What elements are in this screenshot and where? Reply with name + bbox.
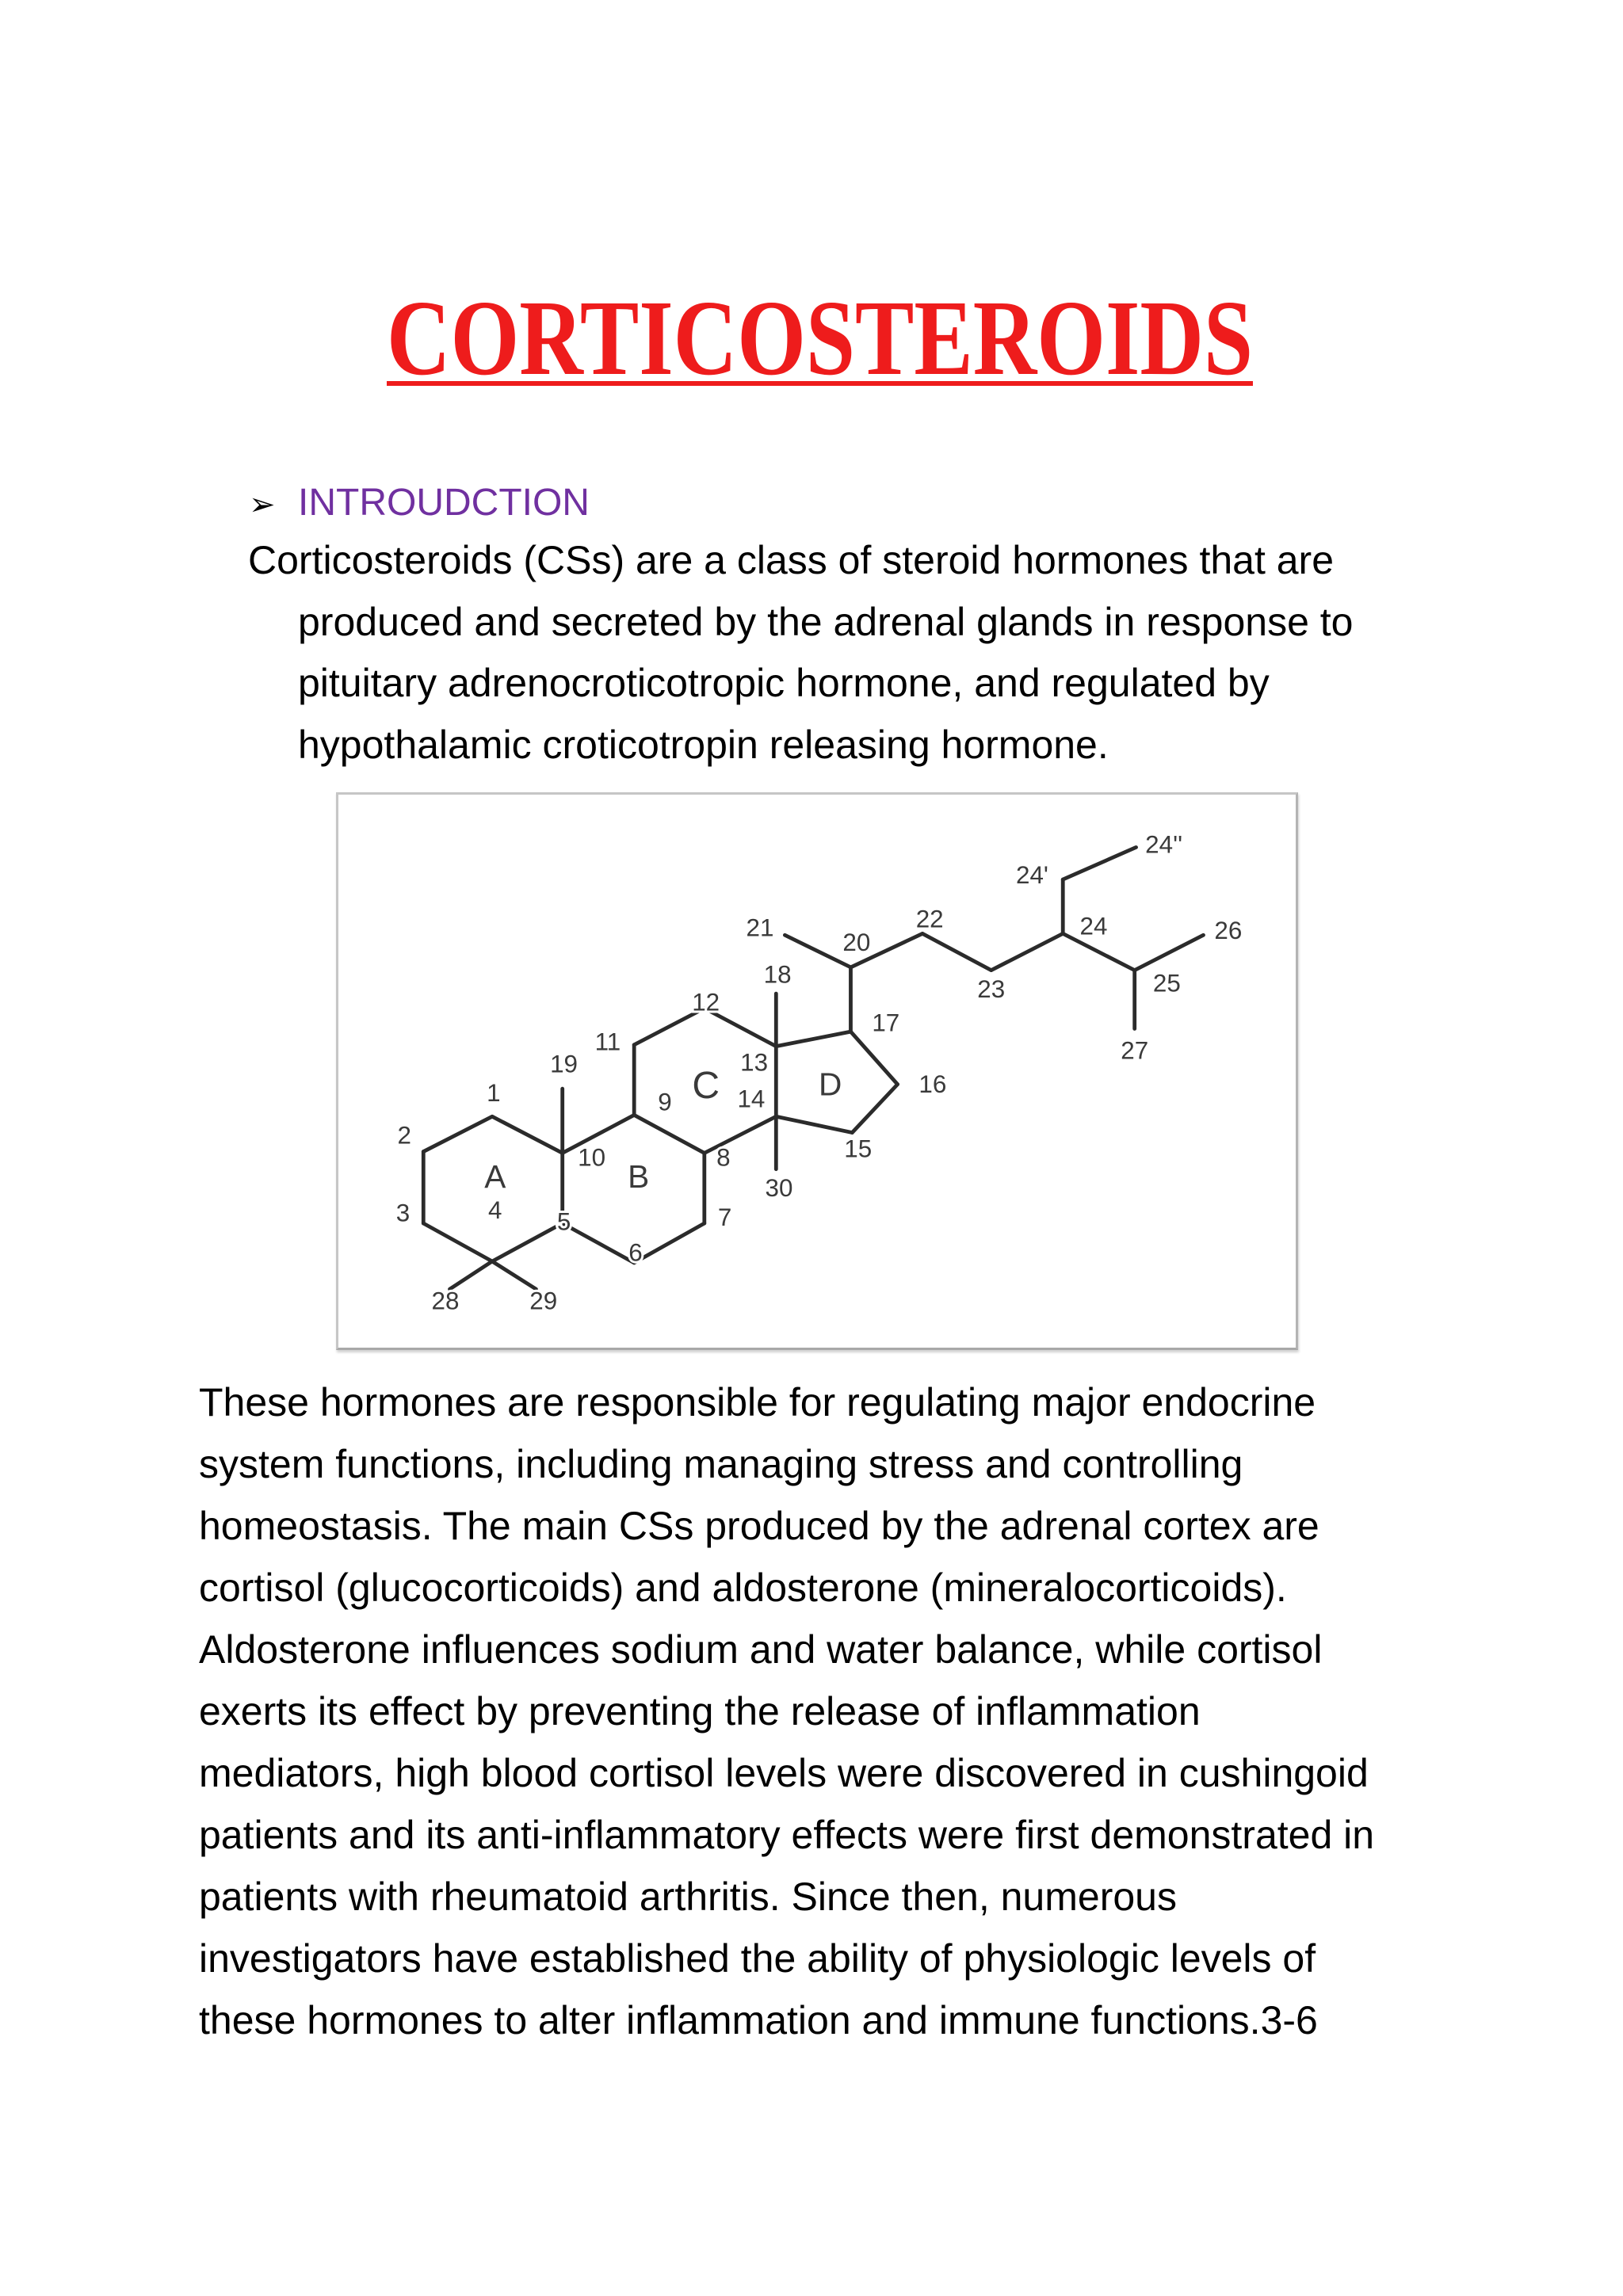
steroid-structure-diagram [338, 795, 1296, 1348]
atom-label-16: 16 [918, 1070, 947, 1099]
bond-c23-c24 [991, 933, 1063, 970]
atom-label-28: 28 [431, 1287, 460, 1315]
bond-c14-c8 [705, 1116, 776, 1153]
atom-label-25: 25 [1152, 969, 1181, 997]
bond-c6-c5 [563, 1223, 634, 1263]
atom-label-23: 23 [977, 975, 1006, 1004]
atom-label-10: 10 [578, 1143, 606, 1172]
section-heading: INTROUDCTION [298, 482, 590, 524]
body-line: patients with rheumatoid arthritis. Since then, numerous [199, 1875, 1177, 1919]
body-line: these hormones to alter inflammation and immune functions.3-6 [199, 1998, 1318, 2042]
bond-c4-c28 [450, 1261, 493, 1289]
atom-label-18: 18 [763, 960, 792, 989]
atom-label-1: 1 [487, 1079, 501, 1108]
body-line: Aldosterone influences sodium and water balance, while cortisol [199, 1627, 1323, 1672]
atom-label-2: 2 [397, 1121, 411, 1150]
atom-label-4: 4 [488, 1196, 502, 1224]
body-line: exerts its effect by preventing the release of inflammation [199, 1689, 1201, 1733]
body-line: These hormones are responsible for regulating major endocrine [199, 1380, 1316, 1425]
bond-c1-c2 [423, 1116, 492, 1151]
bond-c24p-c24pp [1063, 847, 1136, 879]
body-line: system functions, including managing stress and controlling [199, 1442, 1243, 1486]
atom-label-6: 6 [628, 1238, 643, 1267]
intro-line: Corticosteroids (CSs) are a class of steroid hormones that are [248, 538, 1334, 582]
body-line: mediators, high blood cortisol levels were discovered in cushingoid [199, 1751, 1369, 1795]
bond-c20-c21 [785, 935, 850, 967]
bond-c17-c16 [850, 1032, 897, 1084]
atom-label-22: 22 [915, 905, 944, 933]
atom-label-3: 3 [395, 1199, 411, 1227]
atom-label-17: 17 [872, 1009, 900, 1037]
bond-c9-c8 [634, 1115, 705, 1153]
bond-c10-c1 [492, 1116, 563, 1153]
atom-label-11: 11 [594, 1028, 621, 1056]
bond-c16-c15 [852, 1085, 897, 1133]
atom-label-21: 21 [746, 913, 774, 942]
atom-label-15: 15 [844, 1135, 873, 1163]
atom-label-14: 14 [737, 1085, 766, 1113]
bond-c22-c23 [922, 933, 991, 970]
intro-line: hypothalamic croticotropin releasing hormone. [298, 723, 1109, 767]
bond-c4-c5 [492, 1223, 563, 1261]
intro-line: pituitary adrenocroticotropic hormone, and regulated by [298, 661, 1270, 705]
body-line: homeostasis. The main CSs produced by the adrenal cortex are [199, 1504, 1319, 1548]
atom-label-30: 30 [765, 1174, 793, 1203]
atom-label-19: 19 [550, 1050, 578, 1078]
ring-label-c: C [692, 1064, 720, 1107]
ring-label-b: B [628, 1158, 650, 1195]
atom-label-24-double-prime: 24'' [1145, 830, 1183, 859]
body-line: patients and its anti-inflammatory effects were first demonstrated in [199, 1813, 1375, 1857]
atom-label-5: 5 [556, 1207, 571, 1236]
atom-label-24-prime: 24' [1015, 861, 1048, 890]
ring-label-d: D [818, 1066, 842, 1103]
atom-label-24: 24 [1079, 912, 1108, 940]
body-line: cortisol (glucocorticoids) and aldosterone (mineralocorticoids). [199, 1566, 1287, 1610]
atom-label-9: 9 [658, 1088, 672, 1116]
atom-label-29: 29 [529, 1287, 558, 1315]
ring-label-a: A [484, 1158, 506, 1195]
atom-label-20: 20 [842, 929, 871, 957]
atom-label-27: 27 [1121, 1036, 1149, 1065]
bond-c15-c14 [776, 1116, 852, 1132]
bond-c4-c29 [492, 1261, 536, 1289]
intro-line: produced and secreted by the adrenal glands in response to [298, 600, 1354, 644]
atom-label-8: 8 [716, 1143, 731, 1172]
atom-label-13: 13 [740, 1048, 769, 1077]
atom-label-26: 26 [1214, 917, 1243, 945]
atom-label-12: 12 [692, 988, 720, 1016]
document-title: CORTICOSTEROIDS [387, 279, 1253, 398]
atom-label-7: 7 [717, 1203, 732, 1232]
bond-c25-c26 [1135, 935, 1204, 970]
body-line: investigators have established the ability of physiologic levels of [199, 1936, 1316, 1981]
bond-c13-c17 [776, 1032, 850, 1046]
steroid-structure-figure [336, 792, 1298, 1350]
bond-c7-c6 [634, 1223, 705, 1263]
bond-c3-c4 [423, 1223, 492, 1261]
arrow-bullet-icon: ➢ [249, 486, 276, 523]
